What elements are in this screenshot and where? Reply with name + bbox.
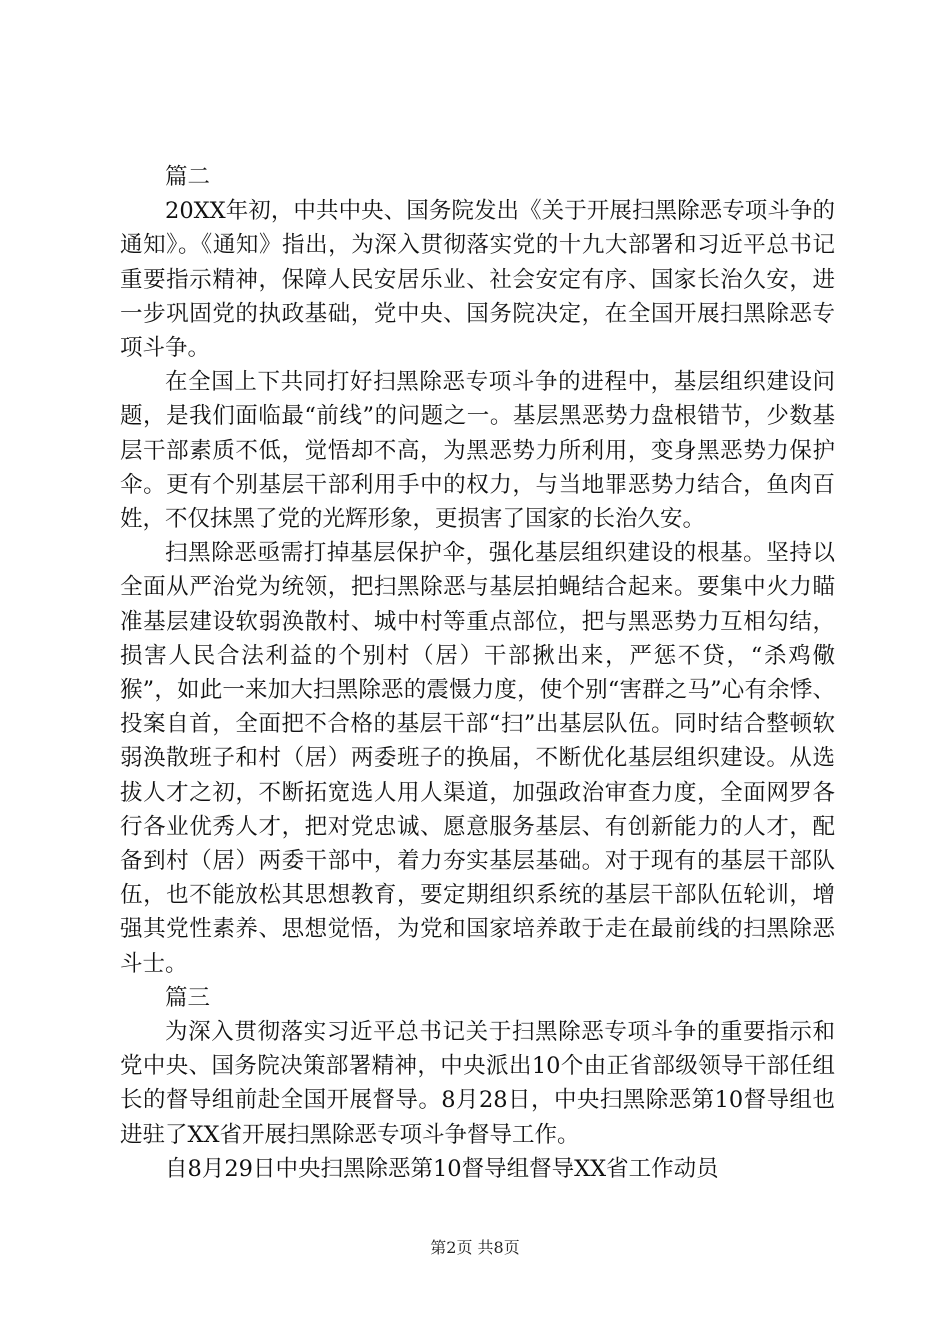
section-heading: 篇二 <box>165 164 211 190</box>
paragraph: 扫黑除恶亟需打掉基层保护伞，强化基层组织建设的根基。坚持以全面从严治党为统领，把扫黑除恶与基层拍蝇结合起来。要集中火力瞄准基层建设软弱涣散村、城中村等重点部位，把与黑恶势力互相勾结，损害人民合法利益的个别村（居）干部揪出来，严惩不贷，“杀鸡儆猴”，如此一来加大扫黑除恶的震慑力度，使个别“害群之马”心有余悸、投案自首，全面把不合格的基层干部“扫”出基层队伍。同时结合整顿软弱涣散班子和村（居）两委班子的换届，不断优化基层组织建设。从选拔人才之初，不断拓宽选人用人渠道，加强政治审查力度，全面网罗各行各业优秀人才，把对党忠诚、愿意服务基层、有创新能力的人才，配备到村（居）两委干部中，着力夯实基层基础。对于现有的基层干部队伍，也不能放松其思想教育，要定期组织系统的基层干部队伍轮训，增强其党性素养、思想觉悟，为党和国家培养敢于走在最前线的扫黑除恶斗士。 <box>120 540 835 977</box>
section-heading: 篇三 <box>165 984 211 1011</box>
page-number-footer: 第2页 共8页 <box>430 1238 520 1257</box>
document-body <box>120 160 835 1186</box>
paragraph: 自8月29日中央扫黑除恶第10督导组督导XX省工作动员 <box>165 1155 719 1182</box>
paragraph: 在全国上下共同打好扫黑除恶专项斗争的进程中，基层组织建设问题，是我们面临最“前线”的问题之一。基层黑恶势力盘根错节，少数基层干部素质不低，觉悟却不高，为黑恶势力所利用，变身黑恶势力保护伞。更有个别基层干部利用手中的权力，与当地罪恶势力结合，鱼肉百姓，不仅抹黑了党的光辉形象，更损害了国家的长治久安。 <box>120 369 835 533</box>
paragraph: 为深入贯彻落实习近平总书记关于扫黑除恶专项斗争的重要指示和党中央、国务院决策部署精神，中央派出10个由正省部级领导干部任组长的督导组前赴全国开展督导。8月28日，中央扫黑除恶第10督导组也进驻了XX省开展扫黑除恶专项斗争督导工作。 <box>120 1019 835 1148</box>
paragraph: 20XX年初，中共中央、国务院发出《关于开展扫黑除恶专项斗争的通知》。《通知》指出，为深入贯彻落实党的十九大部署和习近平总书记重要指示精神，保障人民安居乐业、社会安定有序、国家长治久安，进一步巩固党的执政基础，党中央、国务院决定，在全国开展扫黑除恶专项斗争。 <box>120 198 835 362</box>
